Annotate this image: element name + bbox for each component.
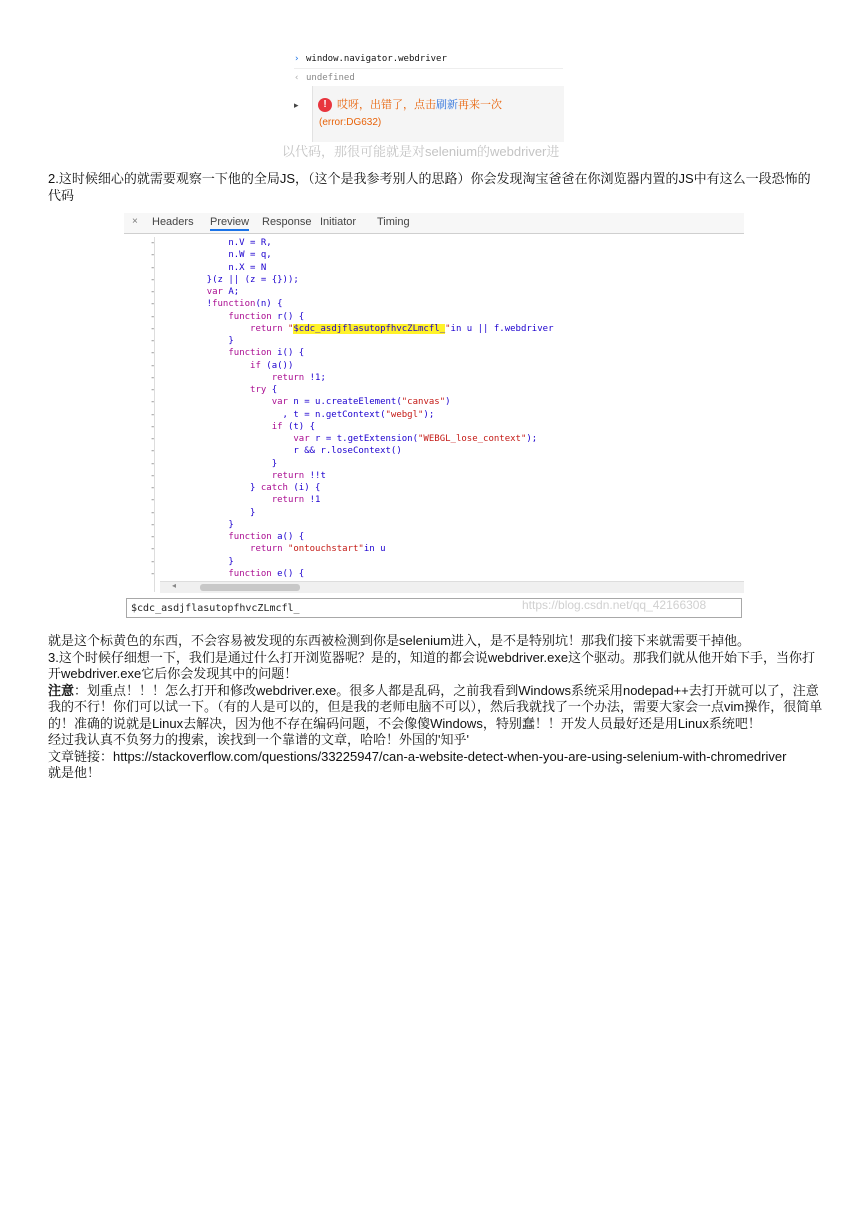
code-text: return !1; <box>271 372 326 383</box>
code-text: n.W = q, <box>185 250 272 261</box>
search-input[interactable]: $cdc_asdjflasutopfhvcZLmcfl_ <box>126 598 742 618</box>
diff-marker: - <box>150 532 156 542</box>
diff-marker: - <box>150 262 156 273</box>
code-text: n.X = N <box>185 262 267 273</box>
diff-marker: - <box>150 434 156 444</box>
paragraph-3 <box>48 683 823 733</box>
console-command-line <box>294 50 563 69</box>
console-screenshot <box>290 50 563 142</box>
code-text: } <box>185 556 234 567</box>
cropped-caption: 以代码，那很可能就是对selenium的webdriver进 <box>282 144 560 159</box>
paragraph-step2: 2.这时候细心的就需要观察一下他的全局JS，（这个是我参考别人的思路）你会发现淘宝爸爸在你浏览器内置的JS中有这么一段恐怖的代码 <box>48 171 811 203</box>
paragraph-1: 就是这个标黄色的东西，不会容易被发现的东西被检测到你是selenium进入，是不是特别坑！那我们接下来就需要干掉他。 <box>48 633 751 648</box>
code-text: return !1 <box>271 495 321 506</box>
scroll-left-icon[interactable]: ◂ <box>172 581 177 590</box>
article-body <box>48 633 823 782</box>
diff-marker: - <box>150 556 156 567</box>
watermark: https://blog.csdn.net/qq_42166308 <box>522 598 707 612</box>
code-text: r && r.loseContext() <box>185 446 402 457</box>
tab-preview[interactable]: Preview <box>210 216 249 231</box>
diff-marker: - <box>150 544 156 555</box>
diff-marker: - <box>150 519 156 530</box>
diff-marker: - <box>150 311 156 322</box>
code-text: function e() { <box>228 568 305 579</box>
paragraph-2: 3.这个时候仔细想一下，我们是通过什么打开浏览器呢？是的，知道的都会说webdriver.exe这个驱动。那我们就从他开始下手，当你打开webdriver.exe它后你会发现其中的问题！ <box>48 649 816 681</box>
error-message <box>337 96 502 112</box>
console-result-line <box>294 69 563 87</box>
code-text: } <box>185 458 278 469</box>
diff-marker: - <box>150 299 156 310</box>
code-text: !function(n) { <box>185 299 283 310</box>
diff-marker: - <box>150 483 156 493</box>
code-text: function i() { <box>228 348 305 359</box>
scrollbar-thumb[interactable] <box>200 584 300 591</box>
horizontal-scrollbar[interactable] <box>160 581 744 593</box>
diff-marker: - <box>150 238 156 248</box>
error-box <box>312 86 564 142</box>
code-text: function r() { <box>228 311 305 322</box>
code-text: if (t) { <box>271 421 316 432</box>
expand-triangle-icon: ▸ <box>294 100 299 110</box>
code-text: } <box>185 336 234 346</box>
code-text: , t = n.getContext("webgl"); <box>185 409 435 420</box>
diff-marker: - <box>150 568 156 579</box>
devtools-tabbar <box>124 213 744 234</box>
line-suffix: in u || f.webdriver <box>450 323 554 334</box>
code-preview <box>124 237 744 581</box>
code-text: var n = u.createElement("canvas") <box>271 397 451 408</box>
tab-initiator[interactable]: Initiator <box>320 216 357 228</box>
diff-marker: - <box>150 385 156 395</box>
diff-marker: - <box>150 458 156 469</box>
error-message-text: 哎呀，出错了，点击 <box>337 99 436 111</box>
note-label: 注意 <box>48 682 75 698</box>
diff-marker: - <box>150 409 156 420</box>
error-message-tail: 再来一次 <box>458 99 502 111</box>
diff-marker: - <box>150 348 156 359</box>
diff-marker: - <box>150 323 156 334</box>
diff-marker: - <box>150 507 156 518</box>
code-text: return !!t <box>271 470 326 481</box>
code-text: n.V = R, <box>185 238 272 248</box>
console-command: window.navigator.webdriver <box>306 54 447 64</box>
diff-marker: - <box>150 287 156 297</box>
close-icon[interactable]: × <box>132 216 138 227</box>
tab-headers[interactable]: Headers <box>152 216 194 228</box>
chevron-right-icon: › <box>294 54 300 64</box>
code-text: return "ontouchstart"in u <box>250 544 386 555</box>
diff-marker: - <box>150 446 156 457</box>
code-text: if (a()) <box>250 360 294 371</box>
code-text: } <box>185 507 256 518</box>
tab-timing[interactable]: Timing <box>377 216 410 228</box>
error-code: (error:DG632) <box>319 117 382 128</box>
code-text: var r = t.getExtension("WEBGL_lose_context"); <box>293 434 538 444</box>
diff-marker: - <box>150 470 156 481</box>
diff-marker: - <box>150 274 156 285</box>
diff-marker: - <box>150 397 156 408</box>
code-text: } catch (i) { <box>185 483 321 493</box>
paragraph-6: 就是他！ <box>48 765 101 780</box>
code-text: }(z || (z = {})); <box>185 274 299 285</box>
diff-marker: - <box>150 336 156 346</box>
console-result: undefined <box>306 73 355 83</box>
diff-marker: - <box>150 360 156 371</box>
code-text: try { <box>250 385 278 395</box>
refresh-link[interactable]: 刷新 <box>436 99 458 111</box>
devtools-screenshot <box>124 213 744 621</box>
error-icon: ! <box>318 98 332 112</box>
diff-marker: - <box>150 421 156 432</box>
code-text: return "$cdc_asdjflasutopfhvcZLmcfl_"in u || f.webdriver <box>250 323 554 334</box>
code-text: var A; <box>206 287 240 297</box>
code-text: } <box>185 519 234 530</box>
diff-marker: - <box>150 250 156 261</box>
paragraph-4: 经过我认真不负努力的搜索，诶找到一个靠谱的文章，哈哈！外国的'知乎' <box>48 732 469 747</box>
code-text: function a() { <box>228 532 305 542</box>
tab-response[interactable]: Response <box>262 216 312 228</box>
return-arrow-icon: ‹ <box>294 73 300 83</box>
diff-marker: - <box>150 372 156 383</box>
diff-marker: - <box>150 495 156 506</box>
highlighted-token: $cdc_asdjflasutopfhvcZLmcfl_ <box>293 323 446 334</box>
note-text: ：划重点！！！怎么打开和修改webdriver.exe。很多人都是乱码，之前我看到Windows系统采用nodepad++去打开就可以了，注意我的不行！你们可以试一下。（有的人是可以的，但是我的老师电脑不可以），然后我就找了一个办法，需要大家会一点vim操作，很简单的！准确的说就是Linux去解决，因为他不存在编码问题，不会像傻Windows，特别蠢！！开发人员最好还是用Linux系统吧！ <box>48 682 823 731</box>
paragraph-5: 文章链接：https://stackoverflow.com/questions/33225947/can-a-website-detect-when-you-are-using-selenium-with-chromedriver <box>48 748 787 764</box>
